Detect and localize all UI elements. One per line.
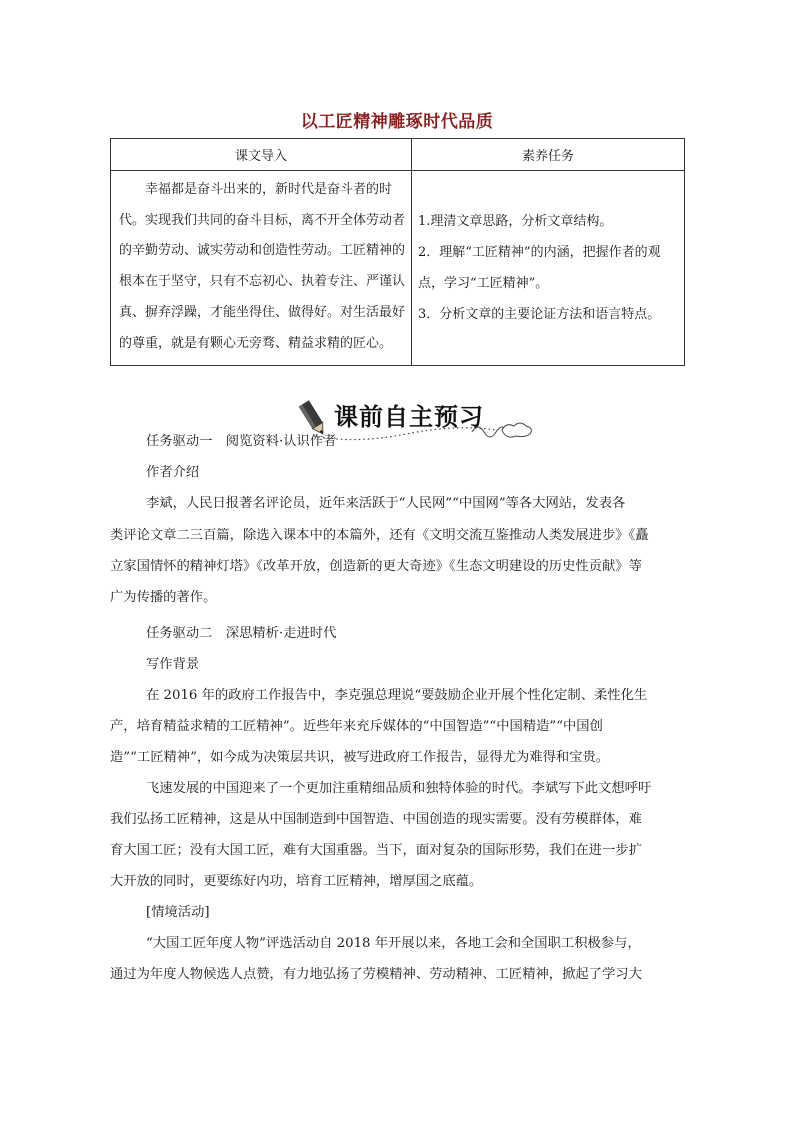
intro-text-cell (111, 171, 412, 366)
task-item: 2．理解“工匠精神”的内涵，把握作者的观点，学习“工匠精神”。 (418, 245, 661, 292)
background-text-line: 在 2016 年的政府工作报告中，李克强总理说“要鼓励企业开展个性化定制、柔性化生 (146, 688, 648, 703)
situation-text-line: 通过为年度人物候选人点赞，有力地弘扬了劳模精神、劳动精神、工匠精神，掀起了学习大 (110, 967, 642, 982)
situation-text-line: “大国工匠年度人物”评选活动自 2018 年开展以来，各地工会和全国职工积极参与， (146, 936, 641, 951)
tasks-cell (412, 171, 685, 366)
background-text-line: 育大国工匠；没有大国工匠，难有大国重器。当下，面对复杂的国际形势，我们在进一步扩 (110, 843, 642, 858)
task-item: 3．分析文章的主要论证方法和语言特点。 (418, 307, 661, 323)
task2-heading: 任务驱动二 深思精析·走进时代 (146, 626, 337, 641)
author-text-line: 类评论文章二三百篇，除选入课本中的本篇外，还有《文明交流互鉴推动人类发展进步》《矗 (110, 528, 649, 543)
author-text-line: 广为传播的著作。 (110, 590, 217, 605)
author-label: 作者介绍 (146, 465, 200, 480)
page-title: 以工匠精神雕琢时代品质 (300, 112, 494, 132)
author-text-line: 李斌，人民日报著名评论员，近年来活跃于“人民网”“中国网”等各大网站，发表各 (146, 496, 626, 511)
background-text-line: 产，培育精益求精的工匠精神”。近些年来充斥媒体的“中国智造”“中国精造”“中国创 (110, 719, 603, 734)
banner-title: 课前自主预习 (334, 402, 484, 431)
task1-heading: 任务驱动一 阅览资料·认识作者 (146, 434, 337, 449)
author-text-line: 立家国情怀的精神灯塔》《改革开放，创造新的更大奇迹》《生态文明建设的历史性贡献》等 (110, 559, 642, 574)
background-label: 写作背景 (146, 657, 200, 672)
background-text-line: 造”“工匠精神”，如今成为决策层共识，被写进政府工作报告，显得尤为难得和宝贵。 (110, 750, 610, 765)
table-header-tasks: 素养任务 (412, 139, 685, 171)
background-text-line: 飞速发展的中国迎来了一个更加注重精细品质和独特体验的时代。李斌写下此文想呼吁 (146, 781, 652, 796)
background-text-line: 我们弘扬工匠精神，这是从中国制造到中国智造、中国创造的现实需要。没有劳模群体，难 (110, 812, 642, 827)
task-item: 1.理清文章思路，分析文章结构。 (418, 214, 613, 230)
intro-table (110, 138, 685, 366)
intro-text: 幸福都是奋斗出来的，新时代是奋斗者的时代。实现我们共同的奋斗目标，离不开全体劳动者的辛勤劳动、诚实劳动和创造性劳动。工匠精神的根本在于坚守，只有不忘初心、执着专注、严谨认真、摒弃浮躁，才能坐得住、做得好。对生活最好的尊重，就是有颗心无旁骛、精益求精的匠心。 (119, 182, 406, 351)
situation-label: [情境活动] (146, 905, 210, 920)
table-header-intro: 课文导入 (111, 139, 412, 171)
background-text-line: 大开放的同时，更要练好内功，培育工匠精神，增厚国之底蕴。 (110, 874, 483, 889)
